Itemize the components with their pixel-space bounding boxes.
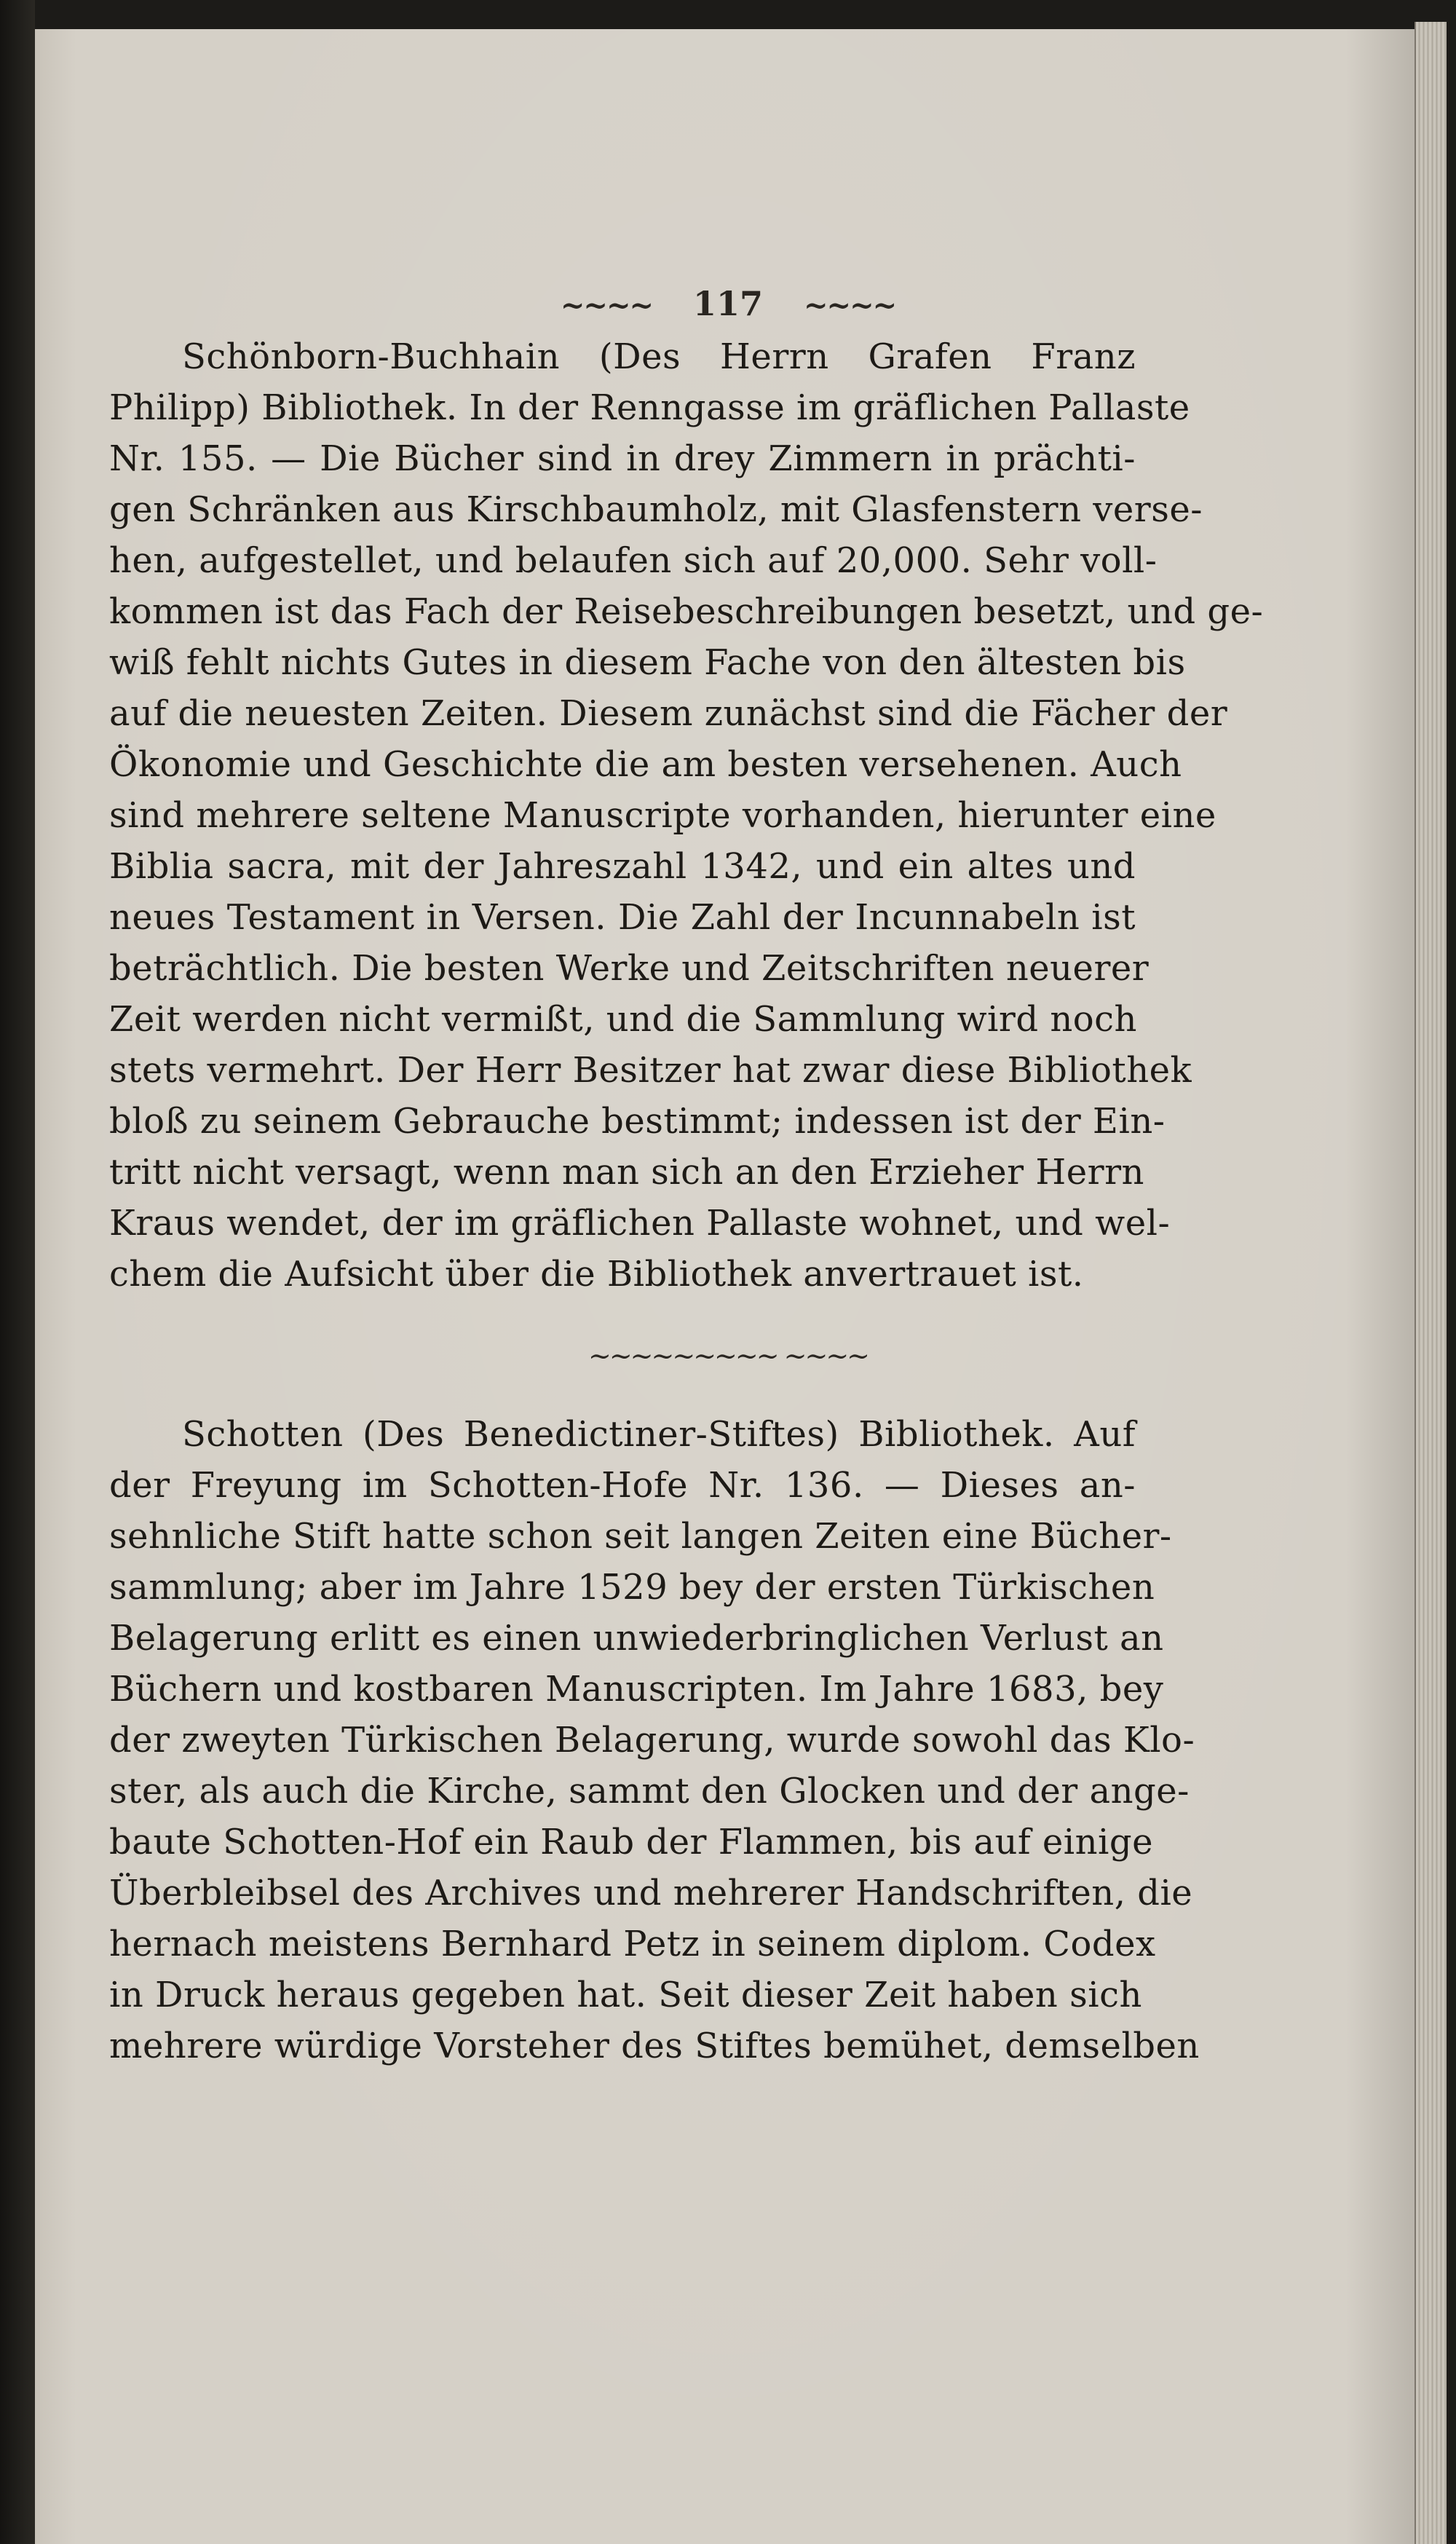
text-line: beträchtlich. Die besten Werke und Zeitschriften neuerer [109,948,1150,989]
text-line: hernach meistens Bernhard Petz in seinem diplom. Codex [109,1924,1156,1964]
text-line: tritt nicht versagt, wenn man sich an den Erzieher Herrn [109,1152,1144,1193]
text-line: Schönborn-Buchhain (Des Herrn Grafen Franz [182,336,1136,377]
text-line: Ökonomie und Geschichte die am besten versehenen. Auch [109,744,1182,785]
text-line: Belagerung erlitt es einen unwiederbringlichen Verlust an [109,1618,1164,1659]
page-number: 117 [692,284,764,323]
text-line: der Freyung im Schotten-Hofe Nr. 136. — Dieses an- [109,1465,1136,1506]
header-ornament-right: ~~~~ [804,288,896,323]
text-line: Schotten (Des Benedictiner-Stiftes) Bibliothek. Auf [182,1414,1136,1455]
text-line: Büchern und kostbaren Manuscripten. Im Jahre 1683, bey [109,1669,1164,1710]
text-line: Zeit werden nicht vermißt, und die Sammlung wird noch [109,999,1137,1040]
binding-shadow [0,0,35,2544]
text-line: chem die Aufsicht über die Bibliothek anvertrauet ist. [109,1254,1084,1295]
running-header [0,284,1456,323]
text-line: Überbleibsel des Archives und mehrerer Handschriften, die [109,1873,1193,1913]
text-line: in Druck heraus gegeben hat. Seit dieser Zeit haben sich [109,1975,1142,2015]
text-line: ster, als auch die Kirche, sammt den Glocken und der ange- [109,1771,1190,1812]
text-line: stets vermehrt. Der Herr Besitzer hat zwar diese Bibliothek [109,1050,1192,1091]
text-line: kommen ist das Fach der Reisebeschreibungen besetzt, und ge- [109,591,1264,632]
text-line: hen, aufgestellet, und belaufen sich auf 20,000. Sehr voll- [109,540,1158,581]
text-line: sind mehrere seltene Manuscripte vorhanden, hierunter eine [109,795,1216,836]
text-line: neues Testament in Versen. Die Zahl der Incunnabeln ist [109,897,1136,938]
text-line: sehnliche Stift hatte schon seit langen Zeiten eine Bücher- [109,1516,1172,1557]
page-fore-edge [1415,22,1447,2544]
text-line: der zweyten Türkischen Belagerung, wurde sowohl das Klo- [109,1720,1195,1761]
text-line: baute Schotten-Hof ein Raub der Flammen, bis auf einige [109,1822,1154,1862]
text-line: wiß fehlt nichts Gutes in diesem Fache von den ältesten bis [109,642,1186,683]
text-line: sammlung; aber im Jahre 1529 bey der ersten Türkischen [109,1567,1155,1608]
text-line: gen Schränken aus Kirschbaumholz, mit Glasfenstern verse- [109,489,1203,530]
text-line: bloß zu seinem Gebrauche bestimmt; indessen ist der Ein- [109,1101,1166,1142]
text-line: mehrere würdige Vorsteher des Stiftes bemühet, demselben [109,2026,1200,2066]
text-line: auf die neuesten Zeiten. Diesem zunächst sind die Fächer der [109,693,1228,734]
text-line: Kraus wendet, der im gräflichen Pallaste wohnet, und wel- [109,1203,1171,1244]
text-line: Biblia sacra, mit der Jahreszahl 1342, und ein altes und [109,846,1136,887]
text-line: Nr. 155. — Die Bücher sind in drey Zimmern in prächti- [109,438,1136,479]
section-divider-ornament: ~~~~~~~~~ ~~~~ [588,1340,868,1372]
text-line: Philipp) Bibliothek. In der Renngasse im gräflichen Pallaste [109,387,1190,428]
header-ornament-left: ~~~~ [560,288,652,323]
